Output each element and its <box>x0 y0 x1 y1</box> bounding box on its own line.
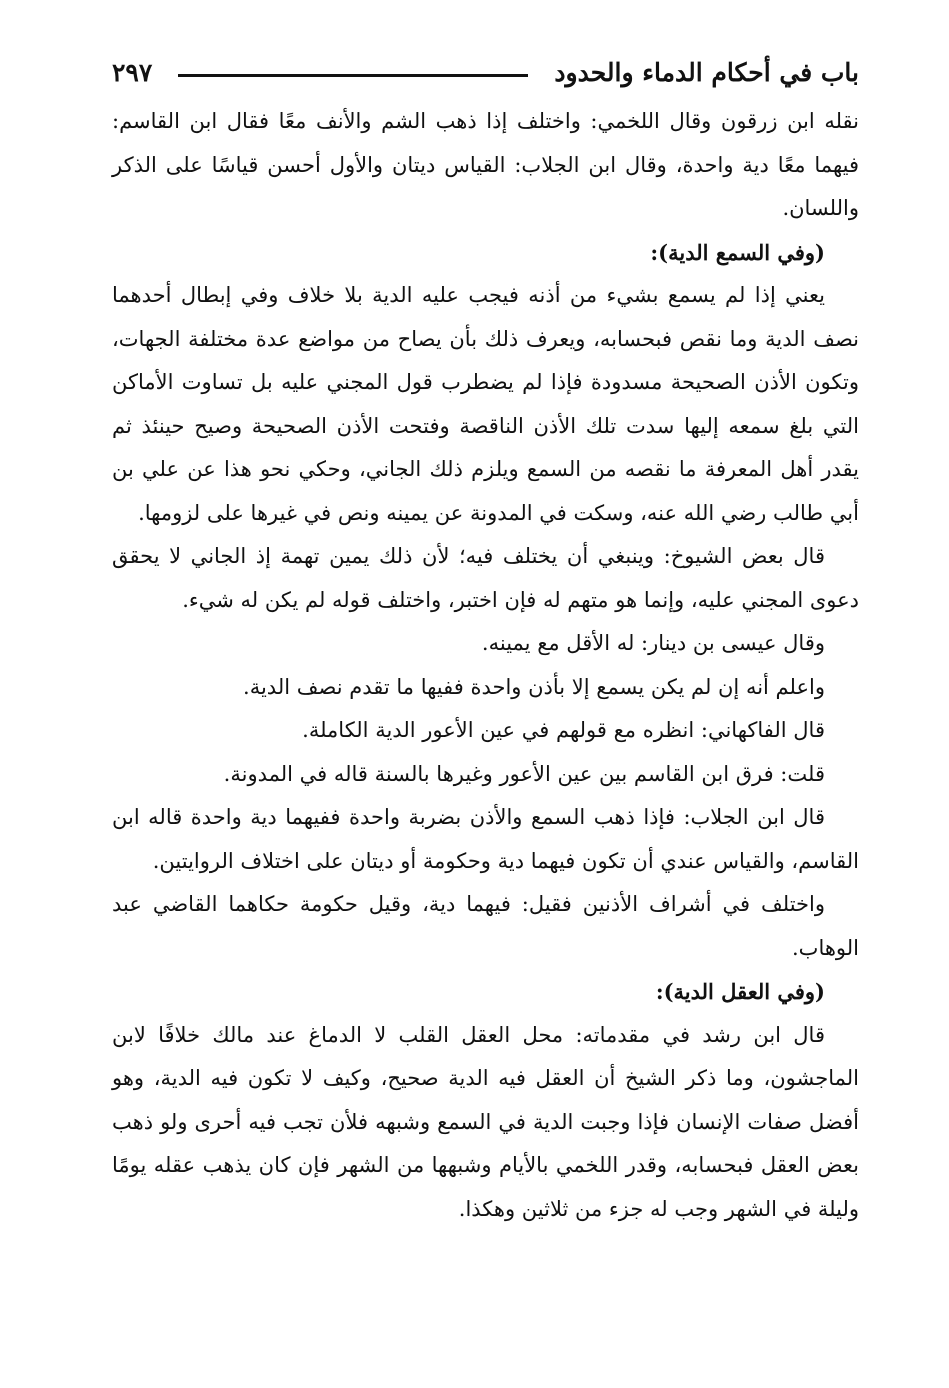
paragraph: يعني إذا لم يسمع بشيء من أذنه فيجب عليه الدية بلا خلاف وفي إبطال أحدهما نصف الدية وما نقص فبحسابه، ويعرف ذلك بأن يصاح من مواضع عدة مختلفة الجهات، وتكون الأذن الصحيحة مسدودة فإذا لم يضطرب قول المجني عليه بل تساوت الأماكن التي بلغ سمعه إليها سدت تلك الأذن الناقصة وفتحت الأذن الصحيحة وصيح حينئذ ثم يقدر أهل المعرفة ما نقصه من السمع ويلزم ذلك الجاني، وحكي نحو هذا عن علي بن أبي طالب رضي الله عنه، وسكت في المدونة عن يمينه ونص في غيرها على لزومها. <box>112 283 859 525</box>
page-header <box>112 52 859 92</box>
paragraph: واختلف في أشراف الأذنين فقيل: فيهما دية، وقيل حكومة حكاهما القاضي عبد الوهاب. <box>112 892 859 960</box>
header-rule <box>178 74 528 77</box>
paragraph: واعلم أنه إن لم يكن يسمع إلا بأذن واحدة ففيها ما تقدم نصف الدية. <box>243 674 825 699</box>
section-heading: (وفي العقل الدية): <box>655 979 825 1004</box>
page-number: ٢٩٧ <box>112 57 153 87</box>
paragraph: قلت: فرق ابن القاسم بين عين الأعور وغيرها بالسنة قاله في المدونة. <box>223 761 825 786</box>
paragraph: قال ابن الجلاب: فإذا ذهب السمع والأذن بضربة واحدة ففيهما دية واحدة قاله ابن القاسم، والقياس عندي أن تكون فيهما دية وحكومة أو ديتان على اختلاف الروايتين. <box>112 805 859 873</box>
paragraph: نقله ابن زرقون وقال اللخمي: واختلف إذا ذهب الشم والأنف معًا فقال ابن القاسم: فيهما معًا دية واحدة، وقال ابن الجلاب: القياس ديتان والأول أحسن قياسًا على الذكر واللسان. <box>112 109 859 220</box>
paragraph: قال الفاكهاني: انظره مع قولهم في عين الأعور الدية الكاملة. <box>302 718 825 742</box>
section-heading: (وفي السمع الدية): <box>650 239 825 265</box>
paragraph: قال ابن رشد في مقدماته: محل العقل القلب لا الدماغ عند مالك خلافًا لابن الماجشون، وما ذكر الشيخ أن العقل فيه الدية صحيح، وكيف لا تكون فيه الدية، وهو أفضل صفات الإنسان فإذا وجبت الدية في السمع وشبهه فلأن تجب فيه أحرى ولو ذهب بعض العقل فبحسابه، وقدر اللخمي بالأيام وشبهها من الشهر فإن كان يذهب عقله يومًا وليلة في الشهر وجب له جزء من ثلاثين وهكذا. <box>112 1022 859 1221</box>
chapter-title: باب في أحكام الدماء والحدود <box>554 57 859 87</box>
paragraph: وقال عيسى بن دينار: له الأقل مع يمينه. <box>481 631 825 655</box>
paragraph: قال بعض الشيوخ: وينبغي أن يختلف فيه؛ لأن ذلك يمين تهمة إذ الجاني لا يحقق دعوى المجني عليه، وإنما هو متهم له فإن اختبر، واختلف قوله لم يكن له شيء. <box>112 544 859 612</box>
page-body <box>112 100 859 1231</box>
